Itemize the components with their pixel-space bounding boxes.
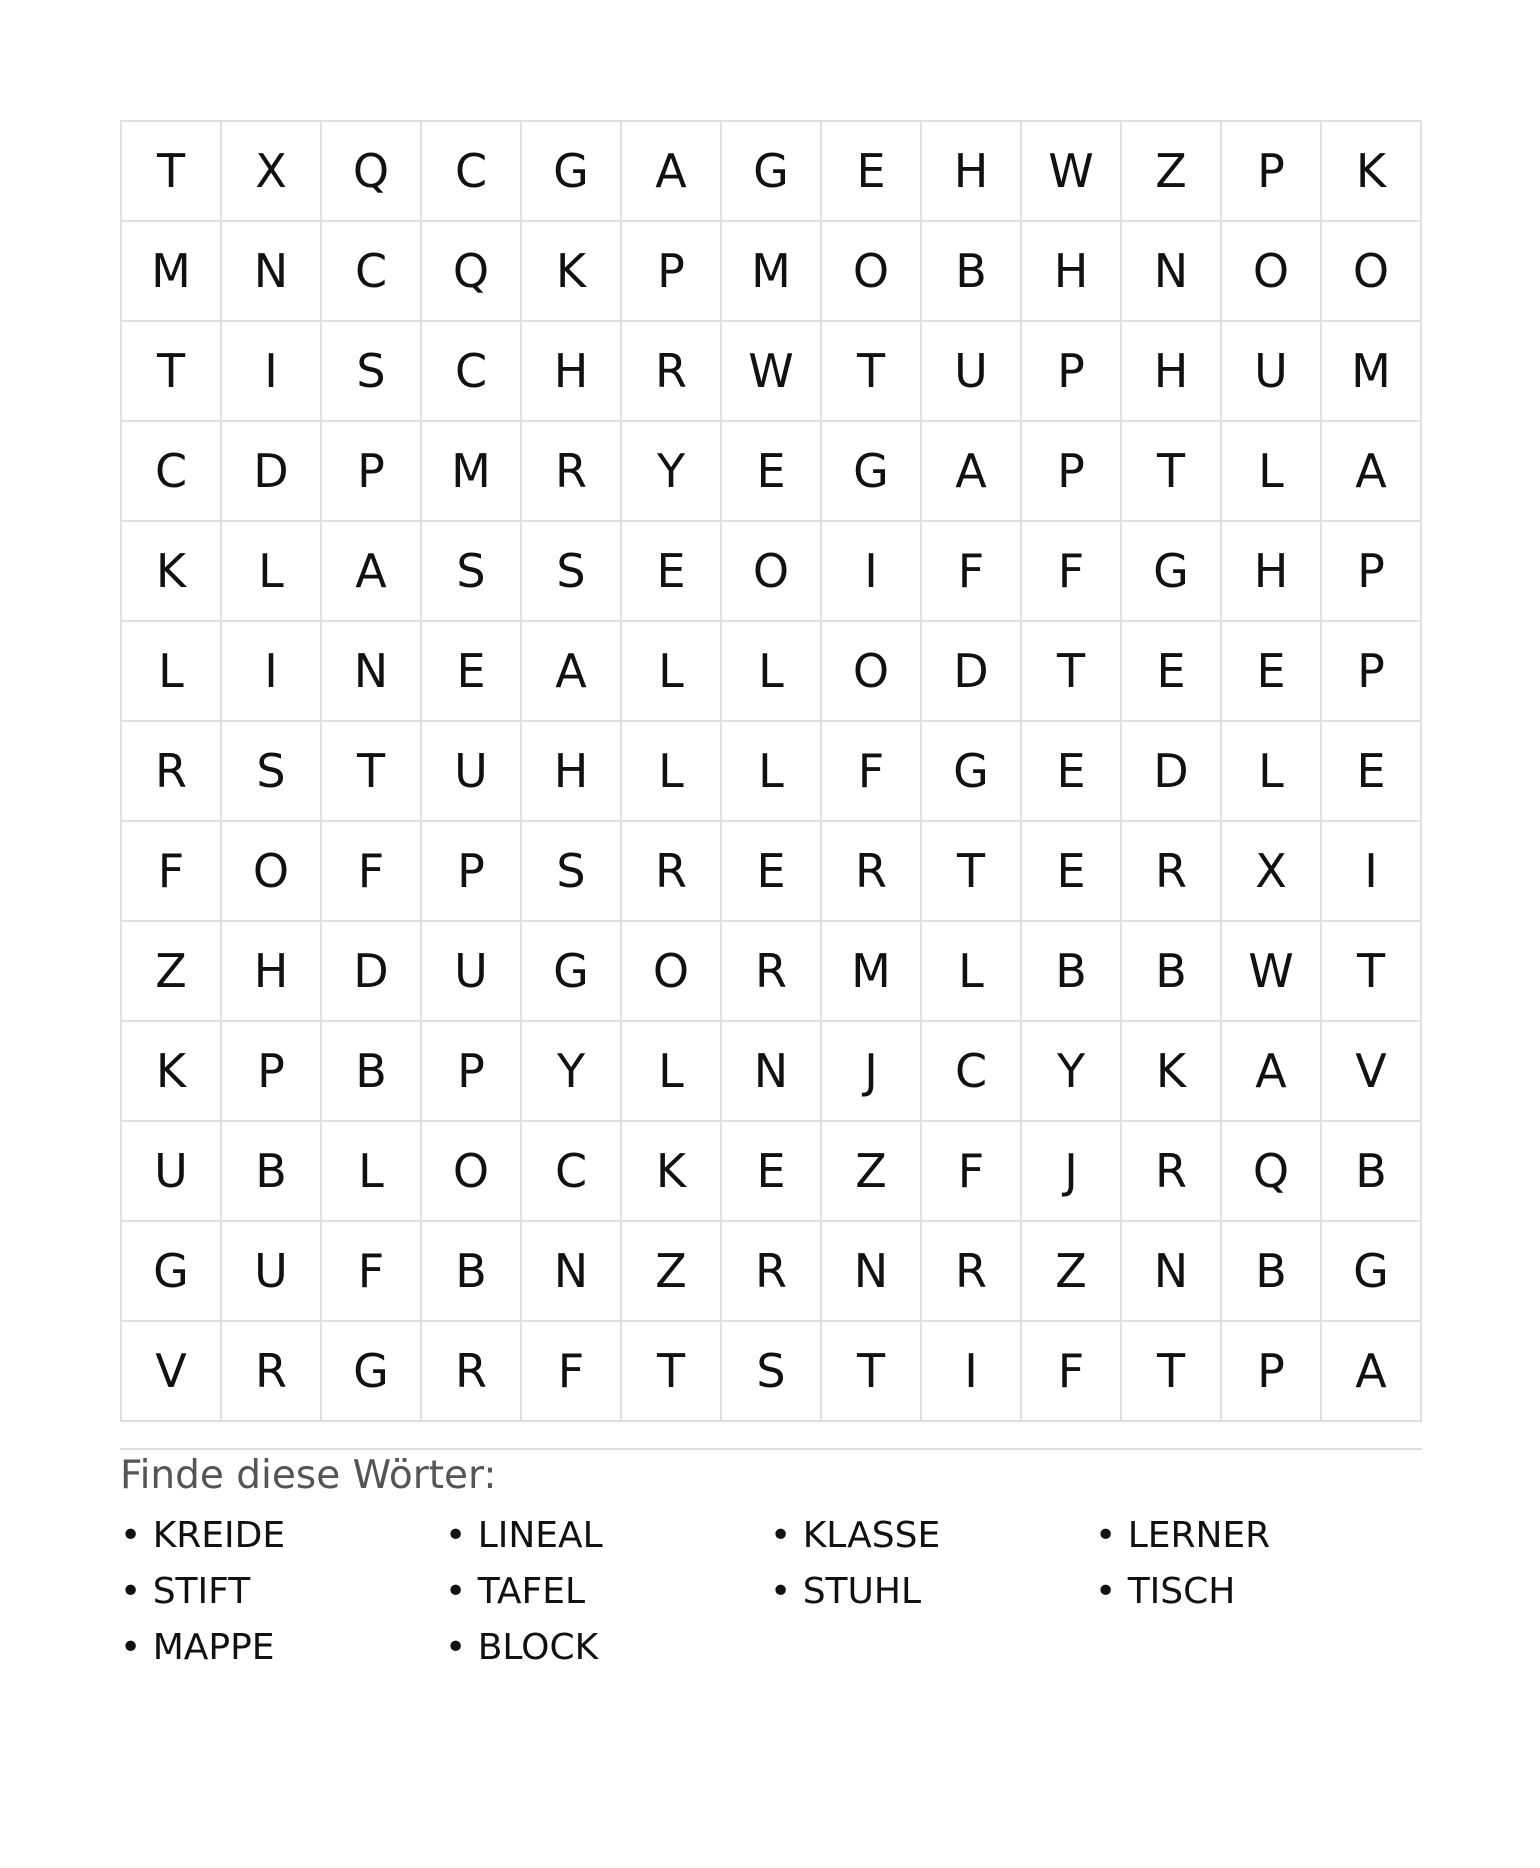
grid-cell[interactable]: G [522, 122, 622, 222]
word-list-item: • LERNER [1095, 1508, 1420, 1564]
grid-cell[interactable]: B [1122, 922, 1222, 1022]
grid-cell[interactable]: O [722, 522, 822, 622]
grid-cell[interactable]: S [522, 822, 622, 922]
grid-cell[interactable]: O [222, 822, 322, 922]
grid-cell[interactable]: A [522, 622, 622, 722]
grid-cell[interactable]: H [1022, 222, 1122, 322]
grid-cell[interactable]: R [722, 922, 822, 1022]
word-list-item: • STUHL [770, 1564, 1095, 1620]
grid-cell[interactable]: A [1322, 1322, 1422, 1422]
grid-cell[interactable]: E [1322, 722, 1422, 822]
grid-cell[interactable]: Z [822, 1122, 922, 1222]
grid-cell[interactable]: K [122, 522, 222, 622]
grid-cell[interactable]: D [322, 922, 422, 1022]
grid-cell[interactable]: E [622, 522, 722, 622]
grid-cell[interactable]: Z [122, 922, 222, 1022]
word-list-item: • BLOCK [445, 1620, 770, 1676]
grid-cell[interactable]: L [922, 922, 1022, 1022]
grid-cell[interactable]: U [922, 322, 1022, 422]
grid-cell[interactable]: F [822, 722, 922, 822]
grid-cell[interactable]: L [1222, 422, 1322, 522]
grid-cell[interactable]: I [1322, 822, 1422, 922]
grid-cell[interactable]: R [622, 322, 722, 422]
word-list-item: • KLASSE [770, 1508, 1095, 1564]
grid-cell[interactable]: T [822, 322, 922, 422]
grid-cell[interactable]: D [222, 422, 322, 522]
grid-cell[interactable]: H [1122, 322, 1222, 422]
grid-cell[interactable]: M [1322, 322, 1422, 422]
grid-cell[interactable]: T [1022, 622, 1122, 722]
grid-cell[interactable]: S [322, 322, 422, 422]
word-list-item: • LINEAL [445, 1508, 770, 1564]
grid-cell[interactable]: F [922, 522, 1022, 622]
grid-cell[interactable]: N [822, 1222, 922, 1322]
grid-cell[interactable]: G [1322, 1222, 1422, 1322]
grid-cell[interactable]: A [622, 122, 722, 222]
grid-cell[interactable]: U [422, 922, 522, 1022]
grid-cell[interactable]: O [1322, 222, 1422, 322]
grid-cell[interactable]: L [322, 1122, 422, 1222]
grid-cell[interactable]: F [322, 1222, 422, 1322]
grid-cell[interactable]: J [1022, 1122, 1122, 1222]
grid-cell[interactable]: Z [622, 1222, 722, 1322]
grid-cell[interactable]: P [322, 422, 422, 522]
grid-cell[interactable]: N [322, 622, 422, 722]
grid-cell[interactable]: L [722, 722, 822, 822]
grid-cell[interactable]: N [1122, 1222, 1222, 1322]
grid-cell[interactable]: S [522, 522, 622, 622]
grid-cell[interactable]: Q [322, 122, 422, 222]
grid-cell[interactable]: R [522, 422, 622, 522]
word-list-item: • TISCH [1095, 1564, 1420, 1620]
word-list-item: • MAPPE [120, 1620, 445, 1676]
grid-cell[interactable]: L [622, 1022, 722, 1122]
grid-cell[interactable]: W [1022, 122, 1122, 222]
grid-cell[interactable]: E [1022, 722, 1122, 822]
grid-cell[interactable]: C [322, 222, 422, 322]
grid-cell[interactable]: I [822, 522, 922, 622]
grid-cell[interactable]: C [122, 422, 222, 522]
grid-cell[interactable]: Y [622, 422, 722, 522]
grid-cell[interactable]: X [222, 122, 322, 222]
grid-cell[interactable]: L [122, 622, 222, 722]
grid-cell[interactable]: S [422, 522, 522, 622]
grid-cell[interactable]: G [122, 1222, 222, 1322]
grid-cell[interactable]: O [422, 1122, 522, 1222]
grid-cell[interactable]: R [1122, 822, 1222, 922]
grid-cell[interactable]: E [722, 822, 822, 922]
grid-cell[interactable]: Q [422, 222, 522, 322]
words-heading: Finde diese Wörter: [120, 1453, 497, 1498]
grid-cell[interactable]: C [922, 1022, 1022, 1122]
grid-cell[interactable]: O [622, 922, 722, 1022]
grid-cell[interactable]: O [822, 222, 922, 322]
grid-cell[interactable]: T [322, 722, 422, 822]
grid-cell[interactable]: H [522, 722, 622, 822]
grid-cell[interactable]: B [1222, 1222, 1322, 1322]
grid-cell[interactable]: B [422, 1222, 522, 1322]
grid-cell[interactable]: M [822, 922, 922, 1022]
grid-cell[interactable]: H [922, 122, 1022, 222]
grid-cell[interactable]: L [622, 622, 722, 722]
grid-cell[interactable]: K [622, 1122, 722, 1222]
grid-cell[interactable]: F [522, 1322, 622, 1422]
grid-cell[interactable]: P [422, 1022, 522, 1122]
grid-cell[interactable]: T [622, 1322, 722, 1422]
grid-cell[interactable]: N [522, 1222, 622, 1322]
grid-cell[interactable]: R [222, 1322, 322, 1422]
grid-cell[interactable]: M [422, 422, 522, 522]
grid-cell[interactable]: L [722, 622, 822, 722]
grid-cell[interactable]: P [422, 822, 522, 922]
grid-cell[interactable]: F [322, 822, 422, 922]
grid-cell[interactable]: O [1222, 222, 1322, 322]
grid-cell[interactable]: F [1022, 522, 1122, 622]
grid-cell[interactable]: H [1222, 522, 1322, 622]
grid-cell[interactable]: G [822, 422, 922, 522]
grid-cell[interactable]: R [422, 1322, 522, 1422]
grid-cell[interactable]: L [222, 522, 322, 622]
grid-cell[interactable]: P [1322, 522, 1422, 622]
grid-cell[interactable]: R [722, 1222, 822, 1322]
grid-cell[interactable]: K [522, 222, 622, 322]
grid-cell[interactable]: R [822, 822, 922, 922]
grid-cell[interactable]: G [322, 1322, 422, 1422]
grid-cell[interactable]: D [1122, 722, 1222, 822]
grid-cell[interactable]: B [222, 1122, 322, 1222]
grid-cell[interactable]: T [1122, 422, 1222, 522]
grid-cell[interactable]: A [1322, 422, 1422, 522]
grid-cell[interactable]: B [1322, 1122, 1422, 1222]
word-list-item: • STIFT [120, 1564, 445, 1620]
word-list-item: • KREIDE [120, 1508, 445, 1564]
grid-cell[interactable]: V [1322, 1022, 1422, 1122]
grid-cell[interactable]: G [722, 122, 822, 222]
grid-cell[interactable]: J [822, 1022, 922, 1122]
grid-cell[interactable]: O [822, 622, 922, 722]
grid-cell[interactable]: C [422, 322, 522, 422]
grid-cell[interactable]: U [122, 1122, 222, 1222]
grid-cell[interactable]: K [122, 1022, 222, 1122]
grid-cell[interactable]: G [522, 922, 622, 1022]
grid-cell[interactable]: T [1322, 922, 1422, 1022]
grid-cell[interactable]: P [1222, 1322, 1322, 1422]
grid-cell[interactable]: E [1222, 622, 1322, 722]
grid-cell[interactable]: B [922, 222, 1022, 322]
grid-cell[interactable]: A [322, 522, 422, 622]
grid-cell[interactable]: L [1222, 722, 1322, 822]
grid-cell[interactable]: B [1022, 922, 1122, 1022]
grid-cell[interactable]: P [1222, 122, 1322, 222]
grid-cell[interactable]: X [1222, 822, 1322, 922]
grid-cell[interactable]: U [1222, 322, 1322, 422]
word-search-grid [120, 120, 1422, 1422]
grid-cell[interactable]: C [422, 122, 522, 222]
grid-cell[interactable]: K [1322, 122, 1422, 222]
grid-cell[interactable]: R [122, 722, 222, 822]
grid-cell[interactable]: E [422, 622, 522, 722]
grid-cell[interactable]: S [222, 722, 322, 822]
word-list-item: • TAFEL [445, 1564, 770, 1620]
grid-cell[interactable]: A [1222, 1022, 1322, 1122]
grid-cell[interactable]: E [1122, 622, 1222, 722]
grid-cell[interactable]: F [922, 1122, 1022, 1222]
grid-cell[interactable]: V [122, 1322, 222, 1422]
grid-cell[interactable]: P [622, 222, 722, 322]
grid-cell[interactable]: N [1122, 222, 1222, 322]
grid-cell[interactable]: G [1122, 522, 1222, 622]
grid-cell[interactable]: I [222, 622, 322, 722]
grid-cell[interactable]: N [722, 1022, 822, 1122]
grid-cell[interactable]: T [922, 822, 1022, 922]
grid-cell[interactable]: Y [522, 1022, 622, 1122]
grid-cell[interactable]: E [1022, 822, 1122, 922]
grid-cell[interactable]: C [522, 1122, 622, 1222]
grid-cell[interactable]: Z [1122, 122, 1222, 222]
grid-cell[interactable]: K [1122, 1022, 1222, 1122]
grid-cell[interactable]: F [1022, 1322, 1122, 1422]
grid-cell[interactable]: W [722, 322, 822, 422]
grid-cell[interactable]: R [622, 822, 722, 922]
grid-cell[interactable]: D [922, 622, 1022, 722]
grid-cell[interactable]: L [622, 722, 722, 822]
grid-cell[interactable]: U [222, 1222, 322, 1322]
grid-cell[interactable]: I [922, 1322, 1022, 1422]
grid-cell[interactable]: T [1122, 1322, 1222, 1422]
grid-cell[interactable]: H [522, 322, 622, 422]
grid-cell[interactable]: U [422, 722, 522, 822]
grid-cell[interactable]: R [922, 1222, 1022, 1322]
grid-cell[interactable]: P [1022, 322, 1122, 422]
grid-cell[interactable]: P [1022, 422, 1122, 522]
grid-cell[interactable]: R [1122, 1122, 1222, 1222]
grid-cell[interactable]: B [322, 1022, 422, 1122]
grid-cell[interactable]: G [922, 722, 1022, 822]
grid-cell[interactable]: M [722, 222, 822, 322]
grid-cell[interactable]: E [722, 422, 822, 522]
grid-cell[interactable]: S [722, 1322, 822, 1422]
grid-cell[interactable]: A [922, 422, 1022, 522]
word-list [120, 1508, 1422, 1676]
grid-cell[interactable]: P [222, 1022, 322, 1122]
grid-cell[interactable]: N [222, 222, 322, 322]
grid-cell[interactable]: H [222, 922, 322, 1022]
grid-cell[interactable]: Y [1022, 1022, 1122, 1122]
grid-cell[interactable]: P [1322, 622, 1422, 722]
grid-cell[interactable]: I [222, 322, 322, 422]
grid-cell[interactable]: M [122, 222, 222, 322]
grid-cell[interactable]: T [122, 322, 222, 422]
grid-cell[interactable]: T [122, 122, 222, 222]
grid-cell[interactable]: W [1222, 922, 1322, 1022]
grid-cell[interactable]: F [122, 822, 222, 922]
grid-cell[interactable]: E [722, 1122, 822, 1222]
grid-cell[interactable]: Z [1022, 1222, 1122, 1322]
grid-cell[interactable]: E [822, 122, 922, 222]
grid-cell[interactable]: T [822, 1322, 922, 1422]
grid-cell[interactable]: Q [1222, 1122, 1322, 1222]
